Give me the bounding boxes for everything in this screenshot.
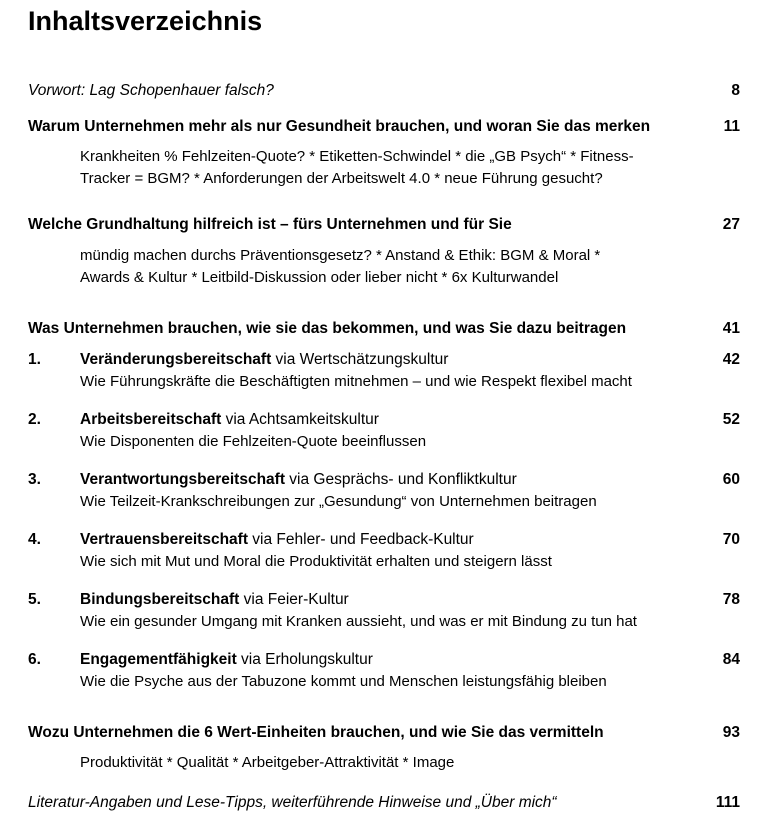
toc-entry-title: Vorwort: Lag Schopenhauer falsch? bbox=[28, 82, 274, 99]
toc-page-number: 41 bbox=[722, 320, 740, 337]
chapter-subtitle: via Achtsamkeitskultur bbox=[221, 411, 379, 428]
chapter-description: Wie Teilzeit-Krankschreibungen zur „Gesundung“ von Unternehmen beitragen bbox=[80, 493, 597, 510]
chapter-number: 1. bbox=[28, 351, 41, 368]
toc-entry-section[interactable] bbox=[28, 214, 740, 236]
toc-page-number: 11 bbox=[723, 118, 740, 135]
chapter-subtitle: via Gesprächs- und Konfliktkultur bbox=[285, 471, 517, 488]
toc-entry-title: Literatur-Angaben und Lese-Tipps, weiterführende Hinweise und „Über mich“ bbox=[28, 794, 557, 811]
toc-entry-description: Krankheiten % Fehlzeiten-Quote? * Etiketten-Schwindel * die „GB Psych“ * Fitness- bbox=[80, 148, 634, 165]
chapter-subtitle: via Erholungskultur bbox=[236, 651, 373, 668]
chapter-description: Wie die Psyche aus der Tabuzone kommt und Menschen leistungsfähig bleiben bbox=[80, 673, 607, 690]
toc-page-number: 52 bbox=[722, 411, 740, 428]
toc-page-number: 27 bbox=[722, 216, 740, 233]
chapter-description: Wie Führungskräfte die Beschäftigten mitnehmen – und wie Respekt flexibel macht bbox=[80, 373, 632, 390]
toc-entry-appendix[interactable] bbox=[28, 792, 740, 814]
chapter-title: Veränderungsbereitschaft bbox=[80, 351, 272, 368]
toc-page-number: 78 bbox=[722, 591, 740, 608]
toc-page-number: 84 bbox=[722, 651, 740, 668]
chapter-description: Wie sich mit Mut und Moral die Produktivität erhalten und steigern lässt bbox=[80, 553, 552, 570]
toc-entry-section[interactable] bbox=[28, 116, 740, 138]
toc-page-number: 60 bbox=[722, 471, 740, 488]
chapter-title: Vertrauensbereitschaft bbox=[80, 531, 248, 548]
toc-page-number: 70 bbox=[722, 531, 740, 548]
toc-entry-section[interactable] bbox=[28, 318, 740, 340]
toc-entry-description: Produktivität * Qualität * Arbeitgeber-Attraktivität * Image bbox=[80, 754, 455, 771]
chapter-number: 6. bbox=[28, 651, 41, 668]
chapter-title: Verantwortungsbereitschaft bbox=[80, 471, 285, 488]
toc-page-number: 42 bbox=[722, 351, 740, 368]
toc-entry-section[interactable] bbox=[28, 722, 740, 744]
chapter-title: Bindungsbereitschaft bbox=[80, 591, 240, 608]
toc-entry-title: Wozu Unternehmen die 6 Wert-Einheiten brauchen, und wie Sie das vermitteln bbox=[28, 724, 604, 741]
toc-entry-preface[interactable] bbox=[28, 80, 740, 102]
chapter-title: Engagementfähigkeit bbox=[80, 651, 237, 668]
toc-entry-title: Was Unternehmen brauchen, wie sie das bekommen, und was Sie dazu beitragen bbox=[28, 320, 627, 337]
toc-entry-description: mündig machen durchs Präventionsgesetz? * Anstand & Ethik: BGM & Moral * bbox=[80, 247, 601, 264]
chapter-number: 2. bbox=[28, 411, 41, 428]
chapter-number: 5. bbox=[28, 591, 41, 608]
chapter-description: Wie Disponenten die Fehlzeiten-Quote beeinflussen bbox=[80, 433, 427, 450]
toc-page-number: 8 bbox=[731, 82, 740, 99]
chapter-subtitle: via Wertschätzungskultur bbox=[271, 351, 449, 368]
toc-page-number: 111 bbox=[715, 794, 740, 811]
toc-entry-description: Awards & Kultur * Leitbild-Diskussion oder lieber nicht * 6x Kulturwandel bbox=[80, 269, 559, 286]
chapter-description: Wie ein gesunder Umgang mit Kranken aussieht, und was er mit Bindung zu tun hat bbox=[80, 613, 637, 630]
toc-entry-description: Tracker = BGM? * Anforderungen der Arbeitswelt 4.0 * neue Führung gesucht? bbox=[80, 170, 603, 187]
chapter-title: Arbeitsbereitschaft bbox=[80, 411, 222, 428]
chapter-number: 4. bbox=[28, 531, 41, 548]
chapter-subtitle: via Feier-Kultur bbox=[239, 591, 349, 608]
toc-page-number: 93 bbox=[722, 724, 740, 741]
chapter-number: 3. bbox=[28, 471, 41, 488]
page-title: Inhaltsverzeichnis bbox=[28, 6, 263, 36]
toc-entry-title: Welche Grundhaltung hilfreich ist – fürs Unternehmen und für Sie bbox=[28, 216, 512, 233]
toc-entry-title: Warum Unternehmen mehr als nur Gesundheit brauchen, und woran Sie das merken bbox=[28, 118, 651, 135]
chapter-subtitle: via Fehler- und Feedback-Kultur bbox=[248, 531, 474, 548]
